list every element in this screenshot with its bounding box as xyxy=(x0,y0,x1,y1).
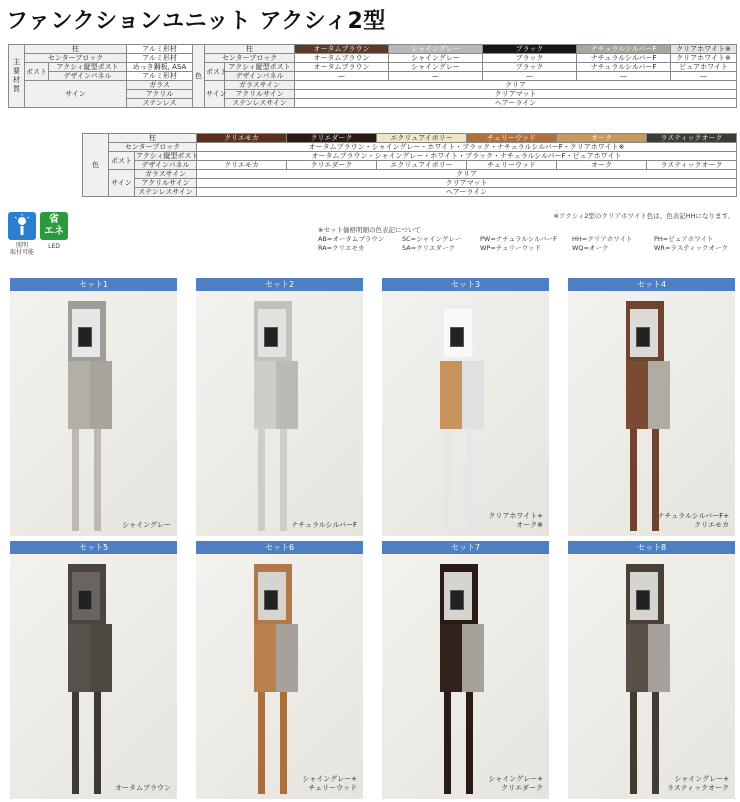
color-header: クリアホワイト※ xyxy=(671,45,737,54)
table-cell: ヘアーライン xyxy=(197,188,737,197)
table-cell: オータムブラウン・シャイングレー・ホワイト・ブラック・ナチュラルシルバーF・クリアホワイト※ xyxy=(197,143,737,152)
set-card xyxy=(10,278,177,536)
table-cell: オーク xyxy=(557,161,647,170)
unit-post xyxy=(460,361,484,429)
acrylic-sign-label: アクリルサイン xyxy=(135,179,197,188)
intercom-icon xyxy=(78,327,92,347)
sign-label: サイン xyxy=(25,81,127,108)
post-label: ポスト xyxy=(25,63,49,81)
center-block-color-label: センターブロック xyxy=(205,54,295,63)
unit-post xyxy=(274,624,298,692)
set-photo xyxy=(10,291,177,536)
legend-item: PH=ピュアホワイト xyxy=(654,235,714,243)
table-cell: ブラック xyxy=(483,63,577,72)
unit-post xyxy=(646,624,670,692)
light-caption-line2: 取付可能 xyxy=(9,249,34,256)
legend-item: PW=ナチュラルシルバーF xyxy=(480,235,557,243)
set-caption-line2: クリエモカ xyxy=(694,521,729,529)
unit-design-panel xyxy=(254,624,276,692)
light-icon-caption xyxy=(4,242,40,256)
table-cell: — xyxy=(295,72,389,81)
table-cell: ナチュラルシルバーF xyxy=(577,54,671,63)
legend-item: RA=クリエモカ xyxy=(318,244,365,252)
legend-item: WR=ラスティックオーク xyxy=(654,244,729,252)
axi-post-color-label: アクシィ縦型ポスト xyxy=(225,63,295,72)
unit-leg xyxy=(72,419,79,531)
design-panel-material: アルミ形材 xyxy=(127,72,193,81)
set-caption xyxy=(302,775,357,793)
set-photo xyxy=(382,291,549,536)
page-title: ファンクションユニット アクシィ2型 xyxy=(6,9,386,34)
center-block-label: センターブロック xyxy=(109,143,197,152)
table-cell: ナチュラルシルバーF xyxy=(577,63,671,72)
color-code-legend xyxy=(318,226,738,253)
stainless-sign-label: ステンレスサイン xyxy=(135,188,197,197)
table-cell: クリアホワイト※ xyxy=(671,54,737,63)
set-caption xyxy=(115,784,171,793)
unit-leg xyxy=(94,419,101,531)
set-caption-line1: ナチュラルシルバーF+ xyxy=(657,512,729,520)
light-caption-line1: 照明 xyxy=(15,242,28,249)
unit-leg xyxy=(280,419,287,531)
intercom-icon xyxy=(636,590,650,610)
color-header: オーク xyxy=(557,134,647,143)
unit-leg xyxy=(630,682,637,794)
table-cell: クリエモカ xyxy=(197,161,287,170)
set-caption xyxy=(122,521,171,530)
spec-table-main xyxy=(8,44,737,108)
set-caption-line1: シャイングレー+ xyxy=(302,775,357,783)
axi-post-material: めっき鋼板, ASA xyxy=(127,63,193,72)
set-label: セット4 xyxy=(568,278,735,291)
pillar-label: 柱 xyxy=(25,45,127,54)
pillar-material: アルミ形材 xyxy=(127,45,193,54)
set-caption-line1: クリアホワイト+ xyxy=(488,512,543,520)
set-caption-line1: ナチュラルシルバーF xyxy=(291,521,357,529)
table-cell: シャイングレー xyxy=(389,54,483,63)
set-caption xyxy=(667,775,729,793)
unit-design-panel xyxy=(254,361,276,429)
unit-design-panel xyxy=(440,624,462,692)
set-photo xyxy=(568,291,735,536)
acrylic-label: アクリル xyxy=(127,90,193,99)
table-cell: ヘアーライン xyxy=(295,99,737,108)
unit-design-panel xyxy=(68,624,90,692)
post-color-label: ポスト xyxy=(205,63,225,81)
set-card xyxy=(196,541,363,799)
set-caption-line2: クリエダーク xyxy=(501,784,543,792)
set-caption-line2: ラスティックオーク xyxy=(666,784,729,792)
unit-design-panel xyxy=(626,624,648,692)
set-card xyxy=(568,541,735,799)
set-label: セット2 xyxy=(196,278,363,291)
color-header: クリエダーク xyxy=(287,134,377,143)
table-cell: ラスティックオーク xyxy=(647,161,737,170)
unit-post xyxy=(460,624,484,692)
axi-post-label: アクシィ縦型ポスト xyxy=(49,63,127,72)
legend-item: WQ=オーク xyxy=(572,244,609,252)
set-card xyxy=(382,278,549,536)
spec-table-design-panel xyxy=(82,133,737,197)
unit-leg xyxy=(258,682,265,794)
color-header: ナチュラルシルバーF xyxy=(577,45,671,54)
intercom-icon xyxy=(450,590,464,610)
set-caption-line2: オーク※ xyxy=(516,521,543,529)
color-header: クリエモカ xyxy=(197,134,287,143)
table-cell: クリエダーク xyxy=(287,161,377,170)
table-cell: — xyxy=(671,72,737,81)
unit-leg xyxy=(258,419,265,531)
unit-design-panel xyxy=(626,361,648,429)
unit-leg xyxy=(630,419,637,531)
color-header: ブラック xyxy=(483,45,577,54)
table-cell: クリア xyxy=(197,170,737,179)
set-caption xyxy=(657,512,729,530)
color-header: シャイングレー xyxy=(389,45,483,54)
set-card xyxy=(568,278,735,536)
unit-post xyxy=(88,361,112,429)
set-card xyxy=(10,541,177,799)
table-cell: エクリュアイボリー xyxy=(377,161,467,170)
table-cell: ブラック xyxy=(483,54,577,63)
eco-top-text: 省 xyxy=(49,214,59,225)
legend-title: ※セット価格明細の色表記について xyxy=(318,226,421,234)
intercom-icon xyxy=(264,590,278,610)
legend-item: AB=オータムブラウン xyxy=(318,235,385,243)
design-panel-color-label: デザインパネル xyxy=(225,72,295,81)
glass-sign-label: ガラスサイン xyxy=(225,81,295,90)
set-label: セット8 xyxy=(568,541,735,554)
table-cell: チェリーウッド xyxy=(467,161,557,170)
table-cell: オータムブラウン・シャイングレー・ホワイト・ブラック・ナチュラルシルバーF・ピュアホワイト xyxy=(197,152,737,161)
table-cell: クリアマット xyxy=(295,90,737,99)
unit-design-panel xyxy=(68,361,90,429)
legend-item: SA=クリエダーク xyxy=(402,244,456,252)
set-card xyxy=(196,278,363,536)
color-group-label: 色 xyxy=(83,134,109,197)
intercom-icon xyxy=(636,327,650,347)
set-caption-line1: シャイングレー xyxy=(122,521,171,529)
set-photo xyxy=(196,554,363,799)
energy-saving-icon xyxy=(40,212,68,240)
unit-post xyxy=(88,624,112,692)
set-caption xyxy=(488,775,543,793)
design-panel-label: デザインパネル xyxy=(135,161,197,170)
set-label: セット7 xyxy=(382,541,549,554)
color-group-label: 色 xyxy=(193,45,205,108)
pillar-label: 柱 xyxy=(109,134,197,143)
unit-leg xyxy=(466,419,473,531)
color-header: ラスティックオーク xyxy=(647,134,737,143)
table-cell: クリアマット xyxy=(197,179,737,188)
unit-leg xyxy=(652,682,659,794)
table-cell: ピュアホワイト xyxy=(671,63,737,72)
table-cell: オータムブラウン xyxy=(295,54,389,63)
color-header: オータムブラウン xyxy=(295,45,389,54)
table-cell: クリア xyxy=(295,81,737,90)
unit-leg xyxy=(466,682,473,794)
eco-bottom-text: エネ xyxy=(44,226,64,237)
set-label: セット5 xyxy=(10,541,177,554)
sign-color-label: サイン xyxy=(205,81,225,108)
set-caption-line2: チェリーウッド xyxy=(308,784,357,792)
unit-design-panel xyxy=(440,361,462,429)
unit-leg xyxy=(72,682,79,794)
unit-post xyxy=(646,361,670,429)
unit-leg xyxy=(444,682,451,794)
unit-leg xyxy=(280,682,287,794)
color-header: チェリーウッド xyxy=(467,134,557,143)
design-panel-label: デザインパネル xyxy=(49,72,127,81)
set-label: セット3 xyxy=(382,278,549,291)
set-caption xyxy=(488,512,543,530)
light-bulb-icon xyxy=(8,212,36,240)
material-group-label: 主要材質 xyxy=(9,45,25,108)
set-photo xyxy=(10,554,177,799)
glass-label: ガラス xyxy=(127,81,193,90)
pillar-color-label: 柱 xyxy=(205,45,295,54)
glass-sign-label: ガラスサイン xyxy=(135,170,197,179)
table-cell: シャイングレー xyxy=(389,63,483,72)
stainless-sign-label: ステンレスサイン xyxy=(225,99,295,108)
led-caption: LED xyxy=(48,243,60,250)
post-label: ポスト xyxy=(109,152,135,170)
legend-item: SC=シャイングレー xyxy=(402,235,462,243)
intercom-icon xyxy=(450,327,464,347)
intercom-icon xyxy=(78,590,92,610)
set-card xyxy=(382,541,549,799)
set-caption-line1: シャイングレー+ xyxy=(488,775,543,783)
center-block-label: センターブロック xyxy=(25,54,127,63)
unit-leg xyxy=(444,419,451,531)
color-header: エクリュアイボリー xyxy=(377,134,467,143)
set-label: セット1 xyxy=(10,278,177,291)
set-caption-line1: オータムブラウン xyxy=(115,784,171,792)
sign-label: サイン xyxy=(109,170,135,197)
set-photo xyxy=(568,554,735,799)
legend-item: WP=チェリーウッド xyxy=(480,244,541,252)
intercom-icon xyxy=(264,327,278,347)
acrylic-sign-label: アクリルサイン xyxy=(225,90,295,99)
center-block-material: アルミ形材 xyxy=(127,54,193,63)
set-label: セット6 xyxy=(196,541,363,554)
stainless-label: ステンレス xyxy=(127,99,193,108)
table-cell: — xyxy=(483,72,577,81)
set-photo xyxy=(196,291,363,536)
unit-leg xyxy=(94,682,101,794)
set-caption xyxy=(291,521,357,530)
table-cell: オータムブラウン xyxy=(295,63,389,72)
table-cell: — xyxy=(389,72,483,81)
clear-white-note: ※アクシィ2型のクリアホワイト色は、色表記HHになります。 xyxy=(553,212,734,220)
set-photo xyxy=(382,554,549,799)
set-caption-line1: シャイングレー+ xyxy=(674,775,729,783)
axi-post-label: アクシィ縦型ポスト xyxy=(136,152,199,160)
table-cell: — xyxy=(577,72,671,81)
unit-post xyxy=(274,361,298,429)
legend-item: HH=クリアホワイト xyxy=(572,235,633,243)
